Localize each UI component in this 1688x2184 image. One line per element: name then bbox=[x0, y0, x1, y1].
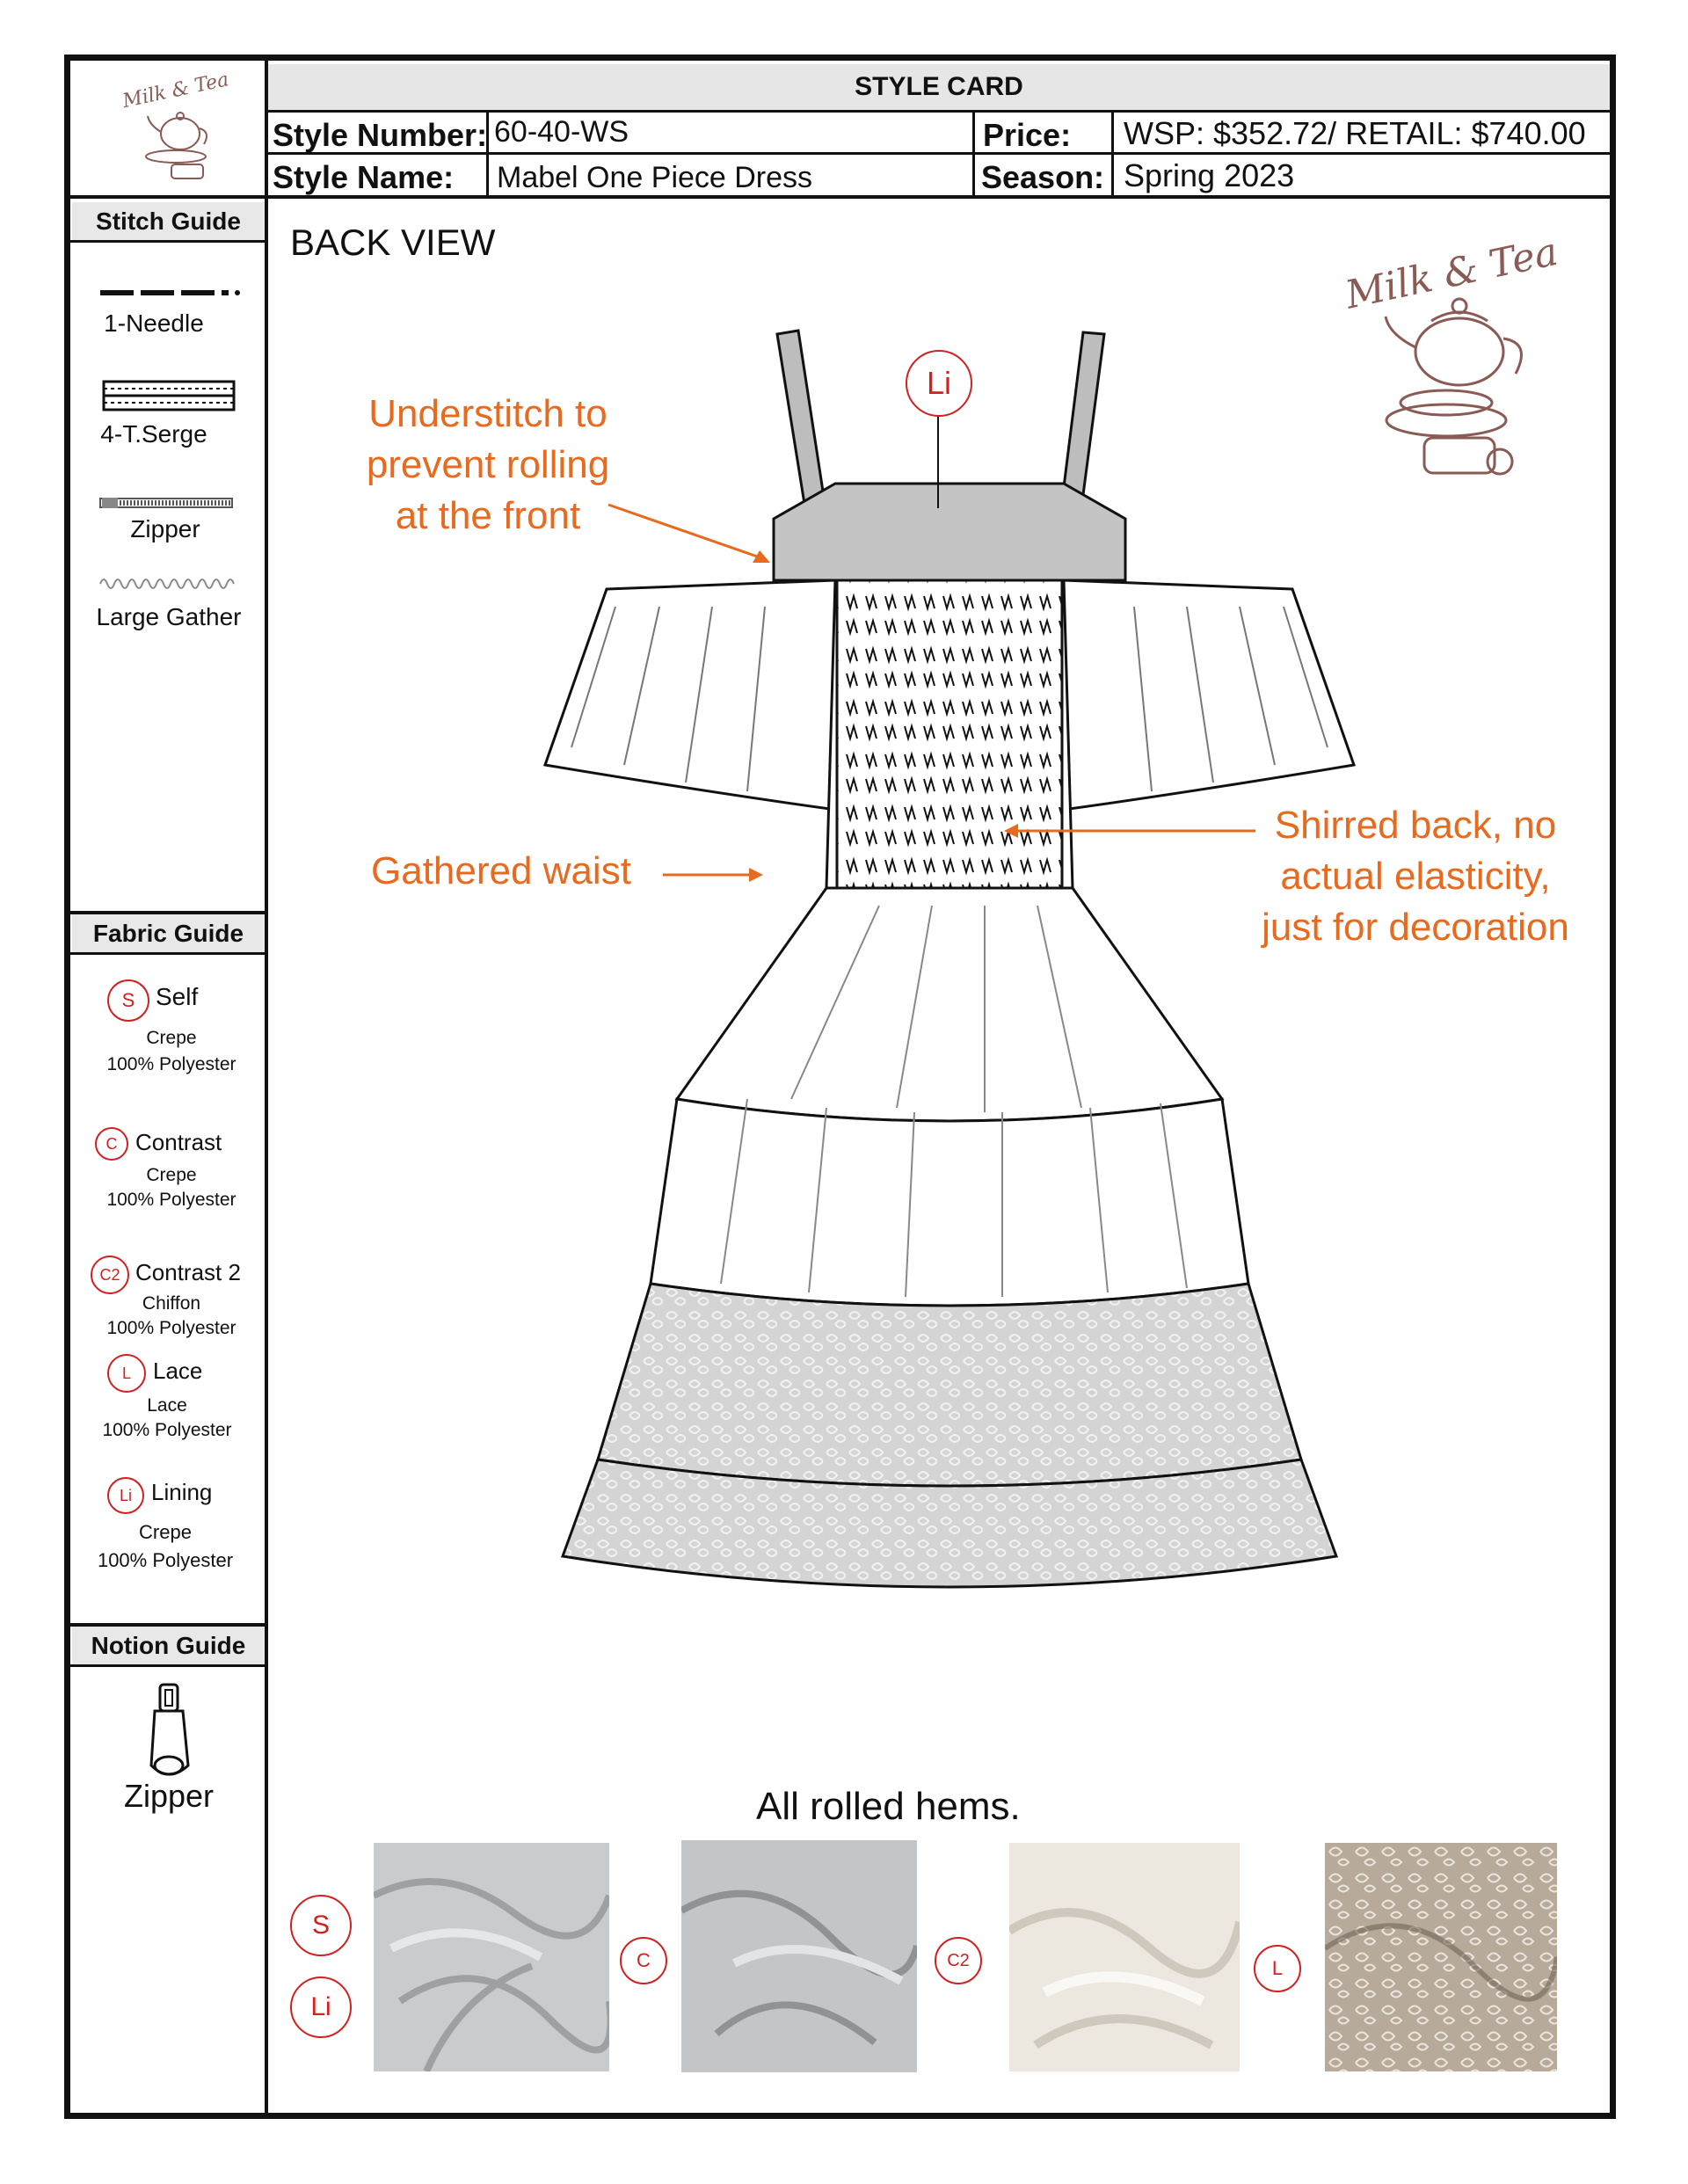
fabric-self-fabric: Crepe bbox=[146, 1028, 197, 1048]
fabric-contrast-content: 100% Polyester bbox=[106, 1190, 236, 1210]
style-number-label: Style Number: bbox=[273, 117, 488, 153]
hems-caption: All rolled hems. bbox=[756, 1785, 1021, 1828]
swatch-contrast-crepe bbox=[681, 1840, 917, 2072]
stitch-gather-label: Large Gather bbox=[96, 603, 242, 630]
lining-callout-badge: Li bbox=[906, 350, 972, 417]
fabric-self-badge: S bbox=[107, 979, 149, 1022]
note-shirred bbox=[1240, 800, 1591, 953]
fabric-lining-name: Lining bbox=[151, 1479, 213, 1505]
svg-text:Milk & Tea: Milk & Tea bbox=[120, 69, 231, 113]
swatch-contrast2-badge: C2 bbox=[935, 1937, 982, 1984]
note-gathered-arrow bbox=[661, 862, 767, 888]
teapot-logo-icon bbox=[106, 63, 255, 193]
swatch-lining-badge: Li bbox=[290, 1977, 352, 2038]
swatch-contrast-badge: C bbox=[620, 1937, 667, 1984]
note-gathered: Gathered waist bbox=[371, 849, 631, 892]
fabric-lining-content: 100% Polyester bbox=[97, 1549, 234, 1571]
notion-guide-divider bbox=[70, 1664, 266, 1667]
season-value: Spring 2023 bbox=[1124, 157, 1295, 193]
fabric-contrast-badge: C bbox=[95, 1127, 128, 1161]
stitch-guide-title: Stitch Guide bbox=[72, 202, 265, 241]
serge-stitch-icon bbox=[102, 378, 236, 413]
stitch-zipper-label: Zipper bbox=[130, 515, 200, 542]
fabric-contrast2-fabric: Chiffon bbox=[142, 1293, 201, 1314]
notion-zipper-label: Zipper bbox=[123, 1778, 215, 1814]
fabric-guide-divider bbox=[70, 952, 266, 955]
fabric-lace-name: Lace bbox=[153, 1358, 203, 1384]
view-label: BACK VIEW bbox=[290, 222, 496, 263]
header-col-divider-2 bbox=[972, 110, 975, 196]
fabric-lace-badge: L bbox=[107, 1354, 146, 1393]
stitch-guide-divider bbox=[70, 240, 266, 243]
note-shirred-arrow bbox=[1002, 818, 1257, 844]
season-label: Season: bbox=[981, 159, 1105, 195]
brand-logo-small bbox=[106, 63, 255, 193]
note-understitch-text: Understitch to prevent rolling at the front bbox=[366, 392, 610, 537]
fabric-self-content: 100% Polyester bbox=[106, 1054, 236, 1074]
fabric-self-name: Self bbox=[156, 983, 199, 1010]
fabric-lining-fabric: Crepe bbox=[139, 1521, 192, 1543]
fabric-lace-fabric: Lace bbox=[147, 1395, 187, 1416]
swatch-contrast2-chiffon bbox=[1009, 1843, 1240, 2071]
style-name-value: Mabel One Piece Dress bbox=[497, 161, 813, 194]
stitch-1-needle-label: 1-Needle bbox=[104, 309, 204, 337]
fabric-contrast-name: Contrast bbox=[135, 1129, 222, 1155]
lining-callout-leader bbox=[937, 417, 939, 508]
note-shirred-text: Shirred back, no actual elasticity, just for decoration bbox=[1262, 804, 1569, 949]
swatch-self-crepe bbox=[374, 1843, 609, 2071]
stitch-serge-label: 4-T.Serge bbox=[100, 420, 207, 448]
zipper-pull-icon bbox=[146, 1681, 195, 1783]
svg-text:Milk & Tea: Milk & Tea bbox=[1341, 229, 1562, 318]
fabric-lining-badge: Li bbox=[107, 1477, 144, 1514]
fabric-contrast2-badge: C2 bbox=[91, 1256, 129, 1294]
style-name-label: Style Name: bbox=[273, 159, 455, 195]
swatch-lace bbox=[1325, 1843, 1557, 2071]
price-value: WSP: $352.72/ RETAIL: $740.00 bbox=[1124, 115, 1586, 151]
fabric-contrast-fabric: Crepe bbox=[146, 1165, 197, 1185]
fabric-contrast2-name: Contrast 2 bbox=[135, 1259, 241, 1285]
fabric-guide-title: Fabric Guide bbox=[72, 914, 265, 953]
fabric-lace-content: 100% Polyester bbox=[102, 1420, 232, 1440]
fabric-contrast2-content: 100% Polyester bbox=[106, 1318, 236, 1338]
header-left-divider bbox=[265, 55, 268, 200]
price-label: Price: bbox=[983, 117, 1072, 153]
note-understitch bbox=[352, 389, 624, 542]
swatch-self-badge: S bbox=[290, 1895, 352, 1956]
notion-guide-title: Notion Guide bbox=[72, 1627, 265, 1665]
card-title: STYLE CARD bbox=[268, 64, 1610, 113]
swatch-lace-badge: L bbox=[1254, 1945, 1301, 1992]
dashed-line-icon bbox=[98, 287, 244, 299]
gather-stitch-icon bbox=[98, 573, 239, 593]
zipper-stitch-icon bbox=[98, 496, 236, 510]
header-col-divider-3 bbox=[1111, 110, 1114, 196]
sidebar-divider bbox=[265, 199, 268, 2119]
style-number-value: 60-40-WS bbox=[494, 115, 629, 149]
note-understitch-arrow bbox=[607, 501, 782, 571]
